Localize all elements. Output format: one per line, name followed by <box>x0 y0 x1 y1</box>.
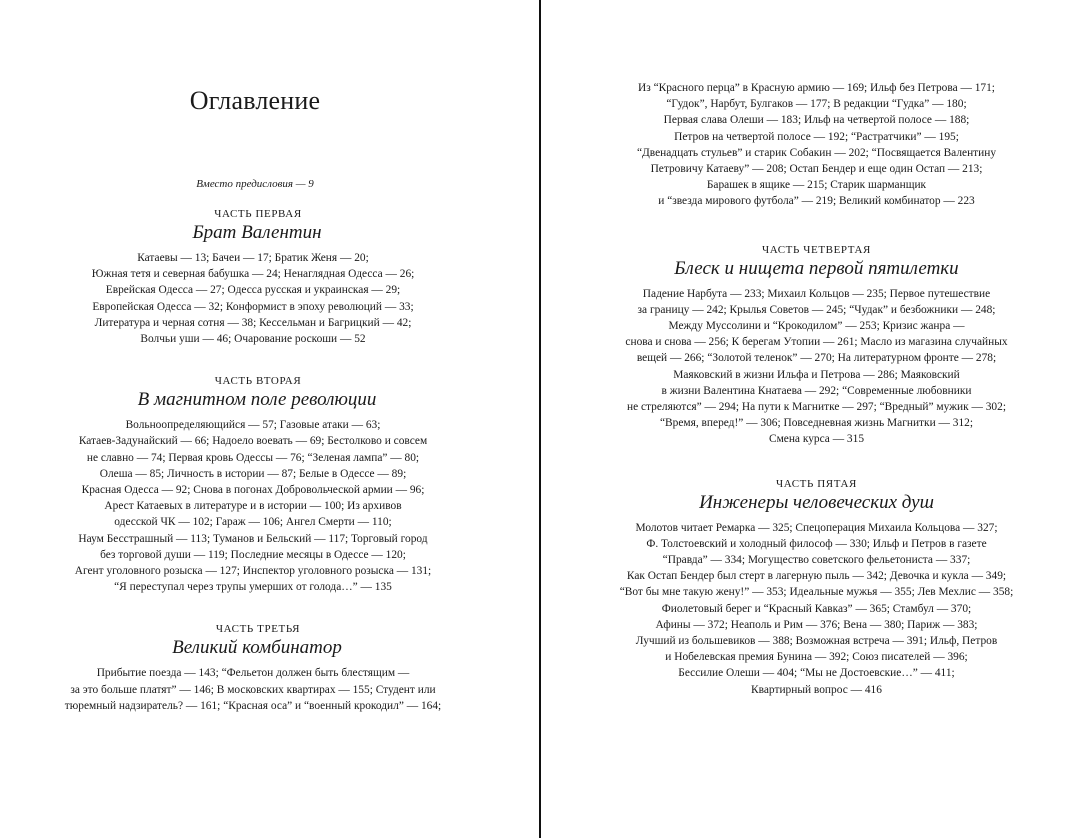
toc-line: Вольноопределяющийся — 57; Газовые атаки — 63; <box>125 419 381 432</box>
toc-line: Афины — 372; Неаполь и Рим — 376; Вена — 380; Париж — 383; <box>655 618 978 631</box>
toc-line: Маяковский в жизни Ильфа и Петрова — 286; Маяковский <box>673 368 960 381</box>
left-page <box>0 0 540 838</box>
toc-line: “Я переступал через трупы умерших от голода…” — 135 <box>114 581 392 594</box>
toc-line: Бессилие Олеши — 404; “Мы не Достоевские…” — 411; <box>678 667 955 680</box>
toc-line: снова и снова — 256; К берегам Утопии — 261; Масло из магазина случайных <box>625 336 1008 349</box>
toc-line: Ф. Толстоевский и холодный философ — 330; Ильф и Петров в газете <box>646 537 987 550</box>
toc-line: тюремный надзиратель? — 161; “Красная оса” и “военный крокодил” — 164; <box>64 699 442 712</box>
toc-line: Литература и черная сотня — 38; Кессельман и Багрицкий — 42; <box>94 316 412 329</box>
part-title: В магнитном поле революции <box>137 389 377 411</box>
part-title: Брат Валентин <box>192 222 322 243</box>
part-entries <box>552 80 1081 210</box>
part-4 <box>542 244 1081 448</box>
toc-line: Как Остап Бендер был стерт в лагерную пыль — 342; Девочка и кукла — 349; <box>626 570 1007 583</box>
part-5 <box>542 478 1081 698</box>
toc-line: “Время, вперед!” — 306; Повседневная жизнь Магнитки — 312; <box>660 417 973 430</box>
toc-line: в жизни Валентина Кнатаева — 292; “Современные любовники <box>661 384 972 397</box>
toc-line: и Нобелевская премия Бунина — 392; Союз писателей — 396; <box>665 651 968 664</box>
part-label: ЧАСТЬ ТРЕТЬЯ <box>215 623 301 636</box>
part-3 <box>0 623 540 714</box>
part-label: ЧАСТЬ ПЯТАЯ <box>775 477 857 490</box>
toc-line: Петровичу Катаеву” — 208; Остап Бендер и еще один Остап — 213; <box>650 163 983 176</box>
toc-line: Молотов читает Ремарка — 325; Спецоперация Михаила Кольцова — 327; <box>635 521 998 534</box>
part-2 <box>0 375 540 595</box>
part-entries <box>0 417 540 595</box>
toc-line: за границу — 242; Крылья Советов — 245; “Чудак” и безбожники — 248; <box>637 303 996 316</box>
part-entries <box>552 286 1081 448</box>
part-label: ЧАСТЬ ВТОРАЯ <box>214 375 302 388</box>
part-entries <box>552 520 1081 698</box>
toc-line: Между Муссолини и “Крокодилом” — 253; Кризис жанра — <box>668 320 965 333</box>
part-title: Великий комбинатор <box>172 637 342 659</box>
part-entries <box>0 665 540 714</box>
toc-line: “Правда” — 334; Могущество советского фельетониста — 337; <box>662 554 971 567</box>
part-1 <box>0 208 540 347</box>
toc-line: Волчьи уши — 46; Очарование роскоши — 52 <box>140 333 366 346</box>
toc-line: Смена курса — 315 <box>768 433 865 446</box>
toc-line: и “звезда мирового футбола” — 219; Великий комбинатор — 223 <box>658 195 975 208</box>
toc-line: одесской ЧК — 102; Гараж — 106; Ангел Смерти — 110; <box>114 516 392 529</box>
toc-line: не стреляются” — 294; На пути к Магнитке — 297; “Вредный” мужик — 302; <box>627 401 1006 414</box>
toc-line: Южная тетя и северная бабушка — 24; Ненаглядная Одесса — 26; <box>91 268 415 281</box>
toc-line: Арест Катаевых в литературе и в истории — 100; Из архивов <box>104 500 402 513</box>
toc-line: Лучший из большевиков — 388; Возможная встреча — 391; Ильф, Петров <box>635 635 998 648</box>
toc-line: вещей — 266; “Золотой теленок” — 270; На литературном фронте — 278; <box>636 352 997 365</box>
part-3-continuation <box>542 80 1081 210</box>
toc-line: Наум Бесстрашный — 113; Туманов и Бельский — 117; Торговый город <box>78 532 428 545</box>
part-label: ЧАСТЬ ЧЕТВЕРТАЯ <box>761 243 871 256</box>
toc-line: Падение Нарбута — 233; Михаил Кольцов — 235; Первое путешествие <box>642 287 991 300</box>
right-page <box>542 0 1081 838</box>
part-entries <box>0 250 540 347</box>
toc-line: не славно — 74; Первая кровь Одессы — 76; “Зеленая лампа” — 80; <box>86 451 420 464</box>
toc-line: Прибытие поезда — 143; “Фельетон должен быть блестящим — <box>96 667 410 680</box>
toc-line: Европейская Одесса — 32; Конформист в эпоху революций — 33; <box>92 300 414 313</box>
toc-line: Первая слава Олеши — 183; Ильф на четвертой полосе — 188; <box>663 114 970 127</box>
toc-line: Олеша — 85; Личность в истории — 87; Белые в Одессе — 89; <box>99 467 407 480</box>
toc-line: Фиолетовый берег и “Красный Кавказ” — 365; Стамбул — 370; <box>661 602 972 615</box>
toc-line: “Вот бы мне такую жену!” — 353; Идеальные мужья — 355; Лев Мехлис — 358; <box>619 586 1014 599</box>
toc-line: без торговой души — 119; Последние месяцы в Одессе — 120; <box>100 548 406 561</box>
preface-entry: Вместо предисловия — 9 <box>196 178 314 190</box>
toc-line: Барашек в ящике — 215; Старик шарманщик <box>706 179 927 192</box>
part-title: Инженеры человеческих душ <box>699 491 934 513</box>
page-divider <box>539 0 541 838</box>
toc-line: Петров на четвертой полосе — 192; “Растратчики” — 195; <box>674 130 959 143</box>
part-title: Блеск и нищета первой пятилетки <box>674 257 959 279</box>
toc-line: Катаевы — 13; Бачеи — 17; Братик Женя — 20; <box>137 252 369 264</box>
toc-line: Из “Красного перца” в Красную армию — 169; Ильф без Петрова — 171; <box>638 82 995 94</box>
toc-line: Квартирный вопрос — 416 <box>751 683 882 696</box>
toc-title: Оглавление <box>189 86 321 115</box>
toc-line: Еврейская Одесса — 27; Одесса русская и украинская — 29; <box>105 284 401 297</box>
part-label: ЧАСТЬ ПЕРВАЯ <box>214 208 302 220</box>
toc-line: за это больше платят” — 146; В московских квартирах — 155; Студент или <box>70 683 436 696</box>
toc-line: “Гудок”, Нарбут, Булгаков — 177; В редакции “Гудка” — 180; <box>666 98 967 111</box>
toc-line: Красная Одесса — 92; Снова в погонах Добровольческой армии — 96; <box>81 484 425 497</box>
toc-line: Катаев-Задунайский — 66; Надоело воевать — 69; Бестолково и совсем <box>78 435 428 448</box>
toc-line: Агент уголовного розыска — 127; Инспектор уголовного розыска — 131; <box>74 565 432 578</box>
toc-line: “Двенадцать стульев” и старик Собакин — 202; “Посвящается Валентину <box>636 146 997 159</box>
